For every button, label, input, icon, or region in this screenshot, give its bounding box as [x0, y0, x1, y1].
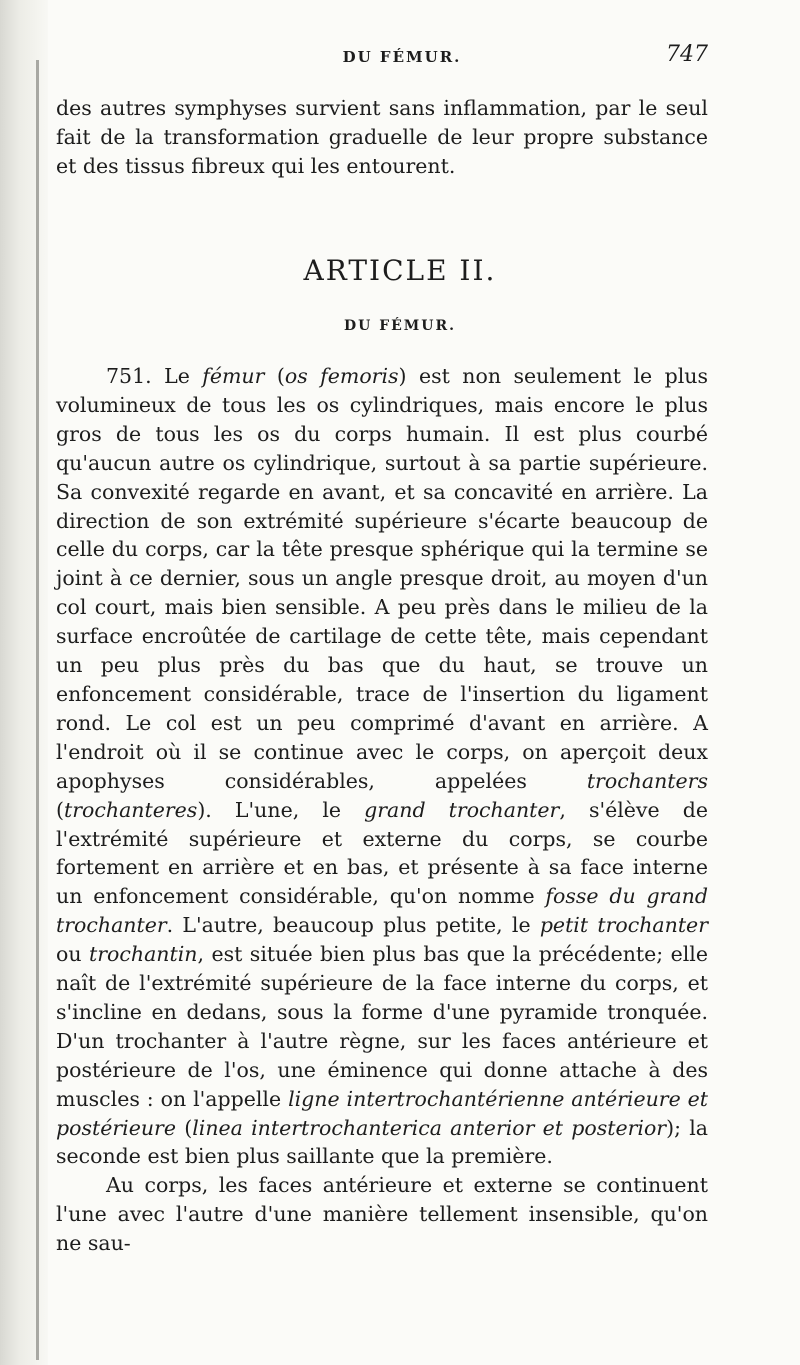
p1-petit-trochanter: petit trochanter: [539, 913, 708, 938]
p1-trochantin: trochantin: [89, 942, 198, 967]
main-text: [56, 362, 708, 1258]
p1-trochanteres: trochanteres: [64, 797, 198, 822]
p1-ou: ou: [56, 942, 89, 967]
p1-text-end: ); la seconde est bien plus saillante que la première.: [56, 1115, 708, 1169]
article-subtitle: DU FÉMUR.: [343, 318, 457, 334]
p1-fosse: fosse du grand trochanter: [56, 884, 708, 938]
page-number: 747: [666, 42, 708, 67]
p1-term: fémur: [202, 364, 265, 388]
p1-trochanters: trochanters: [586, 768, 708, 793]
page-header: [96, 42, 708, 88]
paragraph-2: Au corps, les faces antérieure et externe se continuent l'une avec l'autre d'une manière tellement insensible, qu'on ne sau-: [56, 1173, 708, 1256]
p1-latin: os femoris: [284, 364, 399, 388]
p1-text-a: ) est non seulement le plus volumineux de tous les os cylindriques, mais encore le plus gros de tous les os du corps humain. Il est plus courbé qu'aucun autre os cylindrique, surtout à sa partie supérieure. Sa convexité regarde en avant, et sa concavité en arrière. La direction de son extrémité supérieure s'écarte beaucoup de celle du corps, car la tête presque sphérique qui la termine se joint à ce dernier, sous un angle presque droit, au moyen d'un col court, mais bien sensible. A peu près dans le milieu de la surface encroûtée de cartilage de cette tête, mais cependant un peu plus près du bas que du haut, se trouve un enfoncement considérable, trace de l'insertion du ligament rond. Le col est un peu comprimé d'avant en arrière. A l'endroit où il se continue avec le corps, on aperçoit deux apophyses considérables, appelées: [56, 364, 708, 793]
p1-ligne: ligne intertrochantérienne antérieure et postérieure: [56, 1086, 709, 1140]
intro-paragraph: [56, 94, 708, 181]
paragraph-751: [56, 362, 708, 1171]
p1-text-b: ). L'une, le: [197, 797, 365, 822]
p1-paren: (: [264, 364, 285, 388]
p1-number: 751. Le: [106, 364, 203, 388]
p1-linea: linea intertrochanterica anterior et posterior: [192, 1115, 667, 1140]
p1-paren3: (: [175, 1115, 193, 1140]
p1-paren2: (: [56, 797, 64, 822]
p1-text-d: . L'autre, beaucoup plus petite, le: [166, 913, 540, 938]
p1-grand-trochanter: grand trochanter: [364, 797, 560, 822]
binding-shadow: [0, 0, 48, 1365]
running-head: DU FÉMUR.: [342, 48, 462, 66]
p1-text-c: , s'élève de l'extrémité supérieure et externe du corps, se courbe fortement en arrière et en bas, et présente à sa face interne un enfoncement considérable, qu'on nomme: [56, 797, 708, 909]
p1-text-e: , est située bien plus bas que la précédente; elle naît de l'extrémité supérieure de la face interne du corps, et s'incline en dedans, sous la forme d'une pyramide tronquée. D'un trochanter à l'autre règne, sur les faces antérieure et postérieure de l'os, une éminence qui donne attache à des muscles : on l'appelle: [56, 942, 708, 1111]
intro-text: des autres symphyses survient sans inflammation, par le seul fait de la transformation graduelle de leur propre substance et des tissus fibreux qui les entourent.: [56, 96, 708, 178]
article-title: ARTICLE II.: [303, 254, 497, 287]
